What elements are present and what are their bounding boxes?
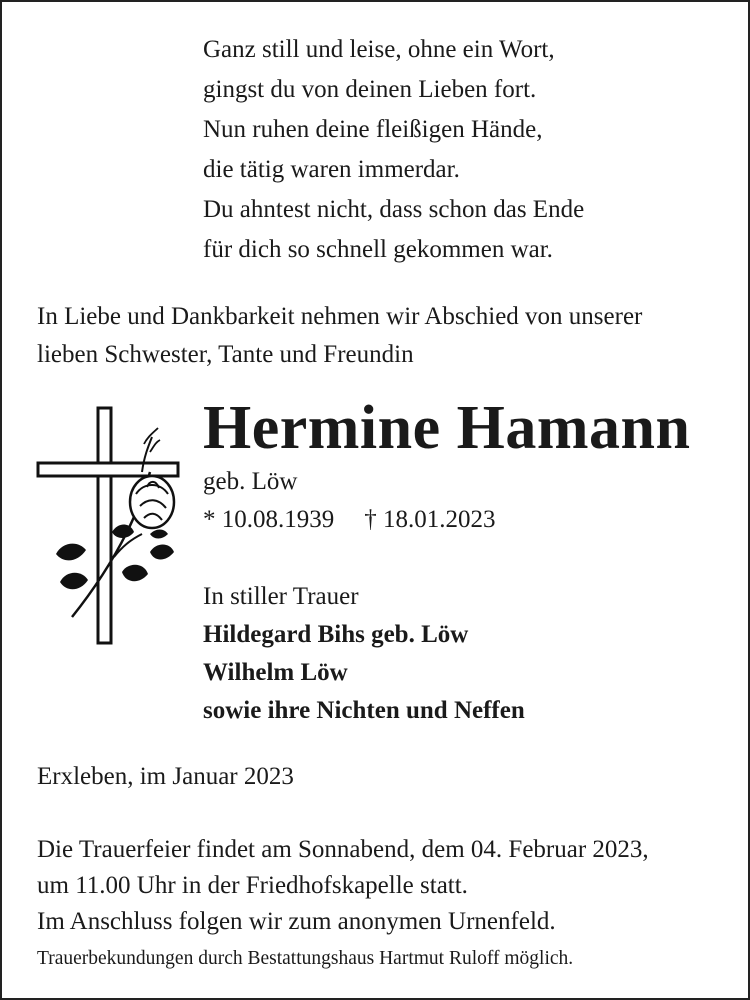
poem-line: gingst du von deinen Lieben fort. xyxy=(203,76,537,103)
funeral-line: um 11.00 Uhr in der Friedhofskapelle statt. xyxy=(37,872,468,899)
place-date: Erxleben, im Januar 2023 xyxy=(37,763,294,790)
poem-line: die tätig waren immerdar. xyxy=(203,156,460,183)
poem-line: für dich so schnell gekommen war. xyxy=(203,236,553,263)
death-date: † 18.01.2023 xyxy=(364,506,496,533)
condolence-note: Trauerbekundungen durch Bestattungshaus Hartmut Ruloff möglich. xyxy=(37,948,574,969)
intro-text xyxy=(37,298,727,374)
poem-line: Nun ruhen deine fleißigen Hände, xyxy=(203,116,543,143)
birth-date: * 10.08.1939 xyxy=(203,506,335,533)
life-dates xyxy=(203,502,496,538)
deceased-name: Hermine Hamann xyxy=(203,394,691,462)
funeral-info xyxy=(37,832,649,940)
poem xyxy=(203,30,584,270)
mourner-name: sowie ihre Nichten und Neffen xyxy=(203,697,525,724)
mourner-name: Hildegard Bihs geb. Löw xyxy=(203,621,469,648)
mourner-name: Wilhelm Löw xyxy=(203,659,348,686)
funeral-line: Die Trauerfeier findet am Sonnabend, dem 04. Februar 2023, xyxy=(37,836,649,863)
maiden-name: geb. Löw xyxy=(203,468,298,495)
funeral-line: Im Anschluss folgen wir zum anonymen Urnenfeld. xyxy=(37,908,556,935)
rose-icon xyxy=(56,428,174,617)
mourners xyxy=(203,578,525,730)
intro-line: lieben Schwester, Tante und Freundin xyxy=(37,341,414,368)
mourners-heading: In stiller Trauer xyxy=(203,583,359,610)
poem-line: Du ahntest nicht, dass schon das Ende xyxy=(203,196,585,223)
intro-line: In Liebe und Dankbarkeit nehmen wir Abschied von unserer xyxy=(37,303,643,330)
poem-line: Ganz still und leise, ohne ein Wort, xyxy=(203,36,555,63)
cross-with-rose-icon xyxy=(32,402,182,647)
